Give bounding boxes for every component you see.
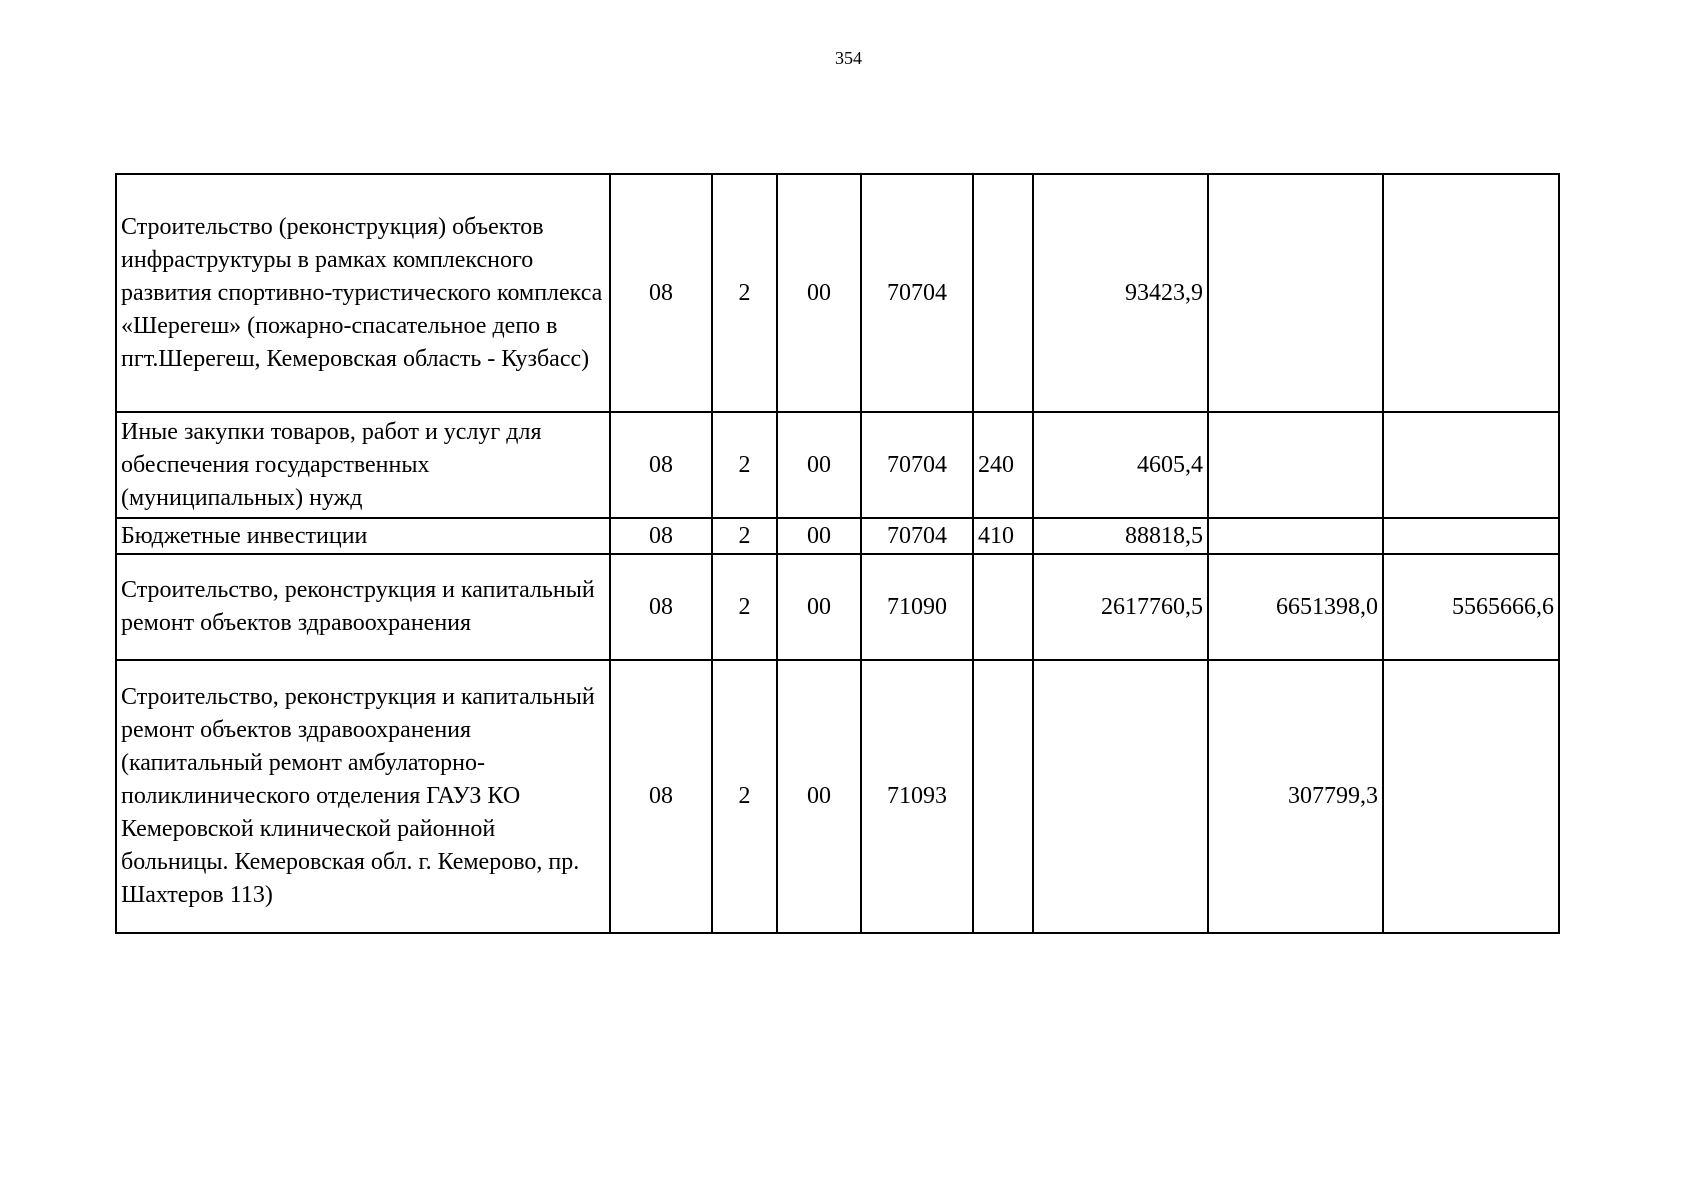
direction-code-cell: 70704	[861, 174, 973, 412]
table-row	[116, 174, 1559, 412]
direction-code-cell: 71093	[861, 660, 973, 933]
year3-amount-cell: 5565666,6	[1383, 554, 1559, 660]
expense-type-cell	[973, 660, 1033, 933]
row-name-cell: Бюджетные инвестиции	[116, 518, 610, 554]
year2-amount-cell	[1208, 174, 1383, 412]
subprogram-code-cell: 00	[777, 554, 861, 660]
section-code-cell: 08	[610, 174, 712, 412]
year2-amount-cell	[1208, 412, 1383, 518]
year2-amount-cell: 307799,3	[1208, 660, 1383, 933]
table-row	[116, 518, 1559, 554]
expense-type-cell	[973, 174, 1033, 412]
row-name-cell: Иные закупки товаров, работ и услуг для обеспечения государственных (муниципальных) нужд	[116, 412, 610, 518]
year2-amount-cell	[1208, 518, 1383, 554]
year1-amount-cell	[1033, 660, 1208, 933]
table-row	[116, 554, 1559, 660]
section-code-cell: 08	[610, 554, 712, 660]
subprogram-code-cell: 00	[777, 660, 861, 933]
year3-amount-cell	[1383, 412, 1559, 518]
direction-code-cell: 71090	[861, 554, 973, 660]
year1-amount-cell: 93423,9	[1033, 174, 1208, 412]
direction-code-cell: 70704	[861, 412, 973, 518]
program-code-cell: 2	[712, 554, 777, 660]
table-row	[116, 660, 1559, 933]
page-number: 354	[835, 48, 862, 68]
program-code-cell: 2	[712, 174, 777, 412]
section-code-cell: 08	[610, 660, 712, 933]
year1-amount-cell: 2617760,5	[1033, 554, 1208, 660]
section-code-cell: 08	[610, 412, 712, 518]
subprogram-code-cell: 00	[777, 412, 861, 518]
year3-amount-cell	[1383, 660, 1559, 933]
year3-amount-cell	[1383, 174, 1559, 412]
year1-amount-cell: 4605,4	[1033, 412, 1208, 518]
table-row	[116, 412, 1559, 518]
year3-amount-cell	[1383, 518, 1559, 554]
expense-type-cell	[973, 554, 1033, 660]
year1-amount-cell: 88818,5	[1033, 518, 1208, 554]
row-name-cell: Строительство, реконструкция и капитальный ремонт объектов здравоохранения	[116, 554, 610, 660]
program-code-cell: 2	[712, 412, 777, 518]
expense-type-cell: 240	[973, 412, 1033, 518]
budget-table	[115, 173, 1560, 934]
section-code-cell: 08	[610, 518, 712, 554]
direction-code-cell: 70704	[861, 518, 973, 554]
program-code-cell: 2	[712, 660, 777, 933]
subprogram-code-cell: 00	[777, 174, 861, 412]
row-name-cell: Строительство, реконструкция и капитальный ремонт объектов здравоохранения (капитальный ремонт амбулаторно-поликлинического отделения ГАУЗ КО Кемеровской клинической районной больницы. Кемеровская обл. г. Кемерово, пр. Шахтеров 113)	[116, 660, 610, 933]
row-name-cell: Строительство (реконструкция) объектов инфраструктуры в рамках комплексного развития спортивно-туристического комплекса «Шерегеш» (пожарно-спасательное депо в пгт.Шерегеш, Кемеровская область - Кузбасс)	[116, 174, 610, 412]
year2-amount-cell: 6651398,0	[1208, 554, 1383, 660]
program-code-cell: 2	[712, 518, 777, 554]
subprogram-code-cell: 00	[777, 518, 861, 554]
expense-type-cell: 410	[973, 518, 1033, 554]
